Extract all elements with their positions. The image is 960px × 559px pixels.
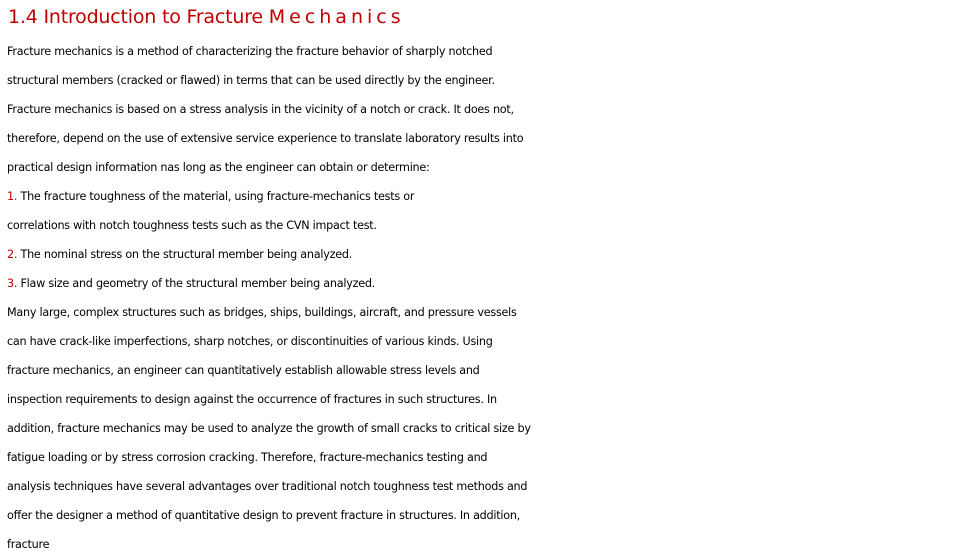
list-item-3	[7, 269, 959, 298]
list-item-1-continued: correlations with notch toughness tests such as the CVN impact test.	[7, 219, 377, 232]
slide-title-spaced-word: Mechanics	[268, 6, 405, 28]
list-number: 3.	[7, 277, 18, 290]
list-item-2	[7, 240, 959, 269]
body-line-cut-off: fracture	[7, 538, 50, 551]
body-line: practical design information nas long as the engineer can obtain or determine:	[7, 161, 430, 174]
body-line: inspection requirements to design against the occurrence of fractures in such structures. In	[7, 393, 497, 406]
body-line: can have crack-like imperfections, sharp notches, or discontinuities of various kinds. Using	[7, 335, 493, 348]
slide-title-prefix: 1.4 Introduction to Fracture	[8, 6, 269, 28]
body-line: Fracture mechanics is based on a stress analysis in the vicinity of a notch or crack. It does not,	[7, 103, 514, 116]
body-line: fracture mechanics, an engineer can quantitatively establish allowable stress levels and	[7, 364, 480, 377]
body-line: addition, fracture mechanics may be used to analyze the growth of small cracks to critical size by	[7, 422, 531, 435]
list-item-text: The nominal stress on the structural member being analyzed.	[17, 248, 352, 261]
slide-body	[7, 37, 959, 559]
body-line: structural members (cracked or flawed) in terms that can be used directly by the engineer.	[7, 74, 495, 87]
list-item-text: Flaw size and geometry of the structural member being analyzed.	[17, 277, 375, 290]
body-line: analysis techniques have several advantages over traditional notch toughness test methods and	[7, 480, 528, 493]
slide-title	[8, 4, 405, 30]
list-item-1	[7, 182, 959, 211]
body-line: offer the designer a method of quantitative design to prevent fracture in structures. In addition,	[7, 509, 520, 522]
list-item-text: The fracture toughness of the material, using fracture-mechanics tests or	[17, 190, 415, 203]
list-number: 1.	[7, 190, 18, 203]
body-line: Many large, complex structures such as bridges, ships, buildings, aircraft, and pressure vessels	[7, 306, 517, 319]
list-number: 2.	[7, 248, 18, 261]
body-line: Fracture mechanics is a method of characterizing the fracture behavior of sharply notched	[7, 45, 493, 58]
body-line: fatigue loading or by stress corrosion cracking. Therefore, fracture-mechanics testing and	[7, 451, 488, 464]
body-line: therefore, depend on the use of extensive service experience to translate laboratory results into	[7, 132, 524, 145]
